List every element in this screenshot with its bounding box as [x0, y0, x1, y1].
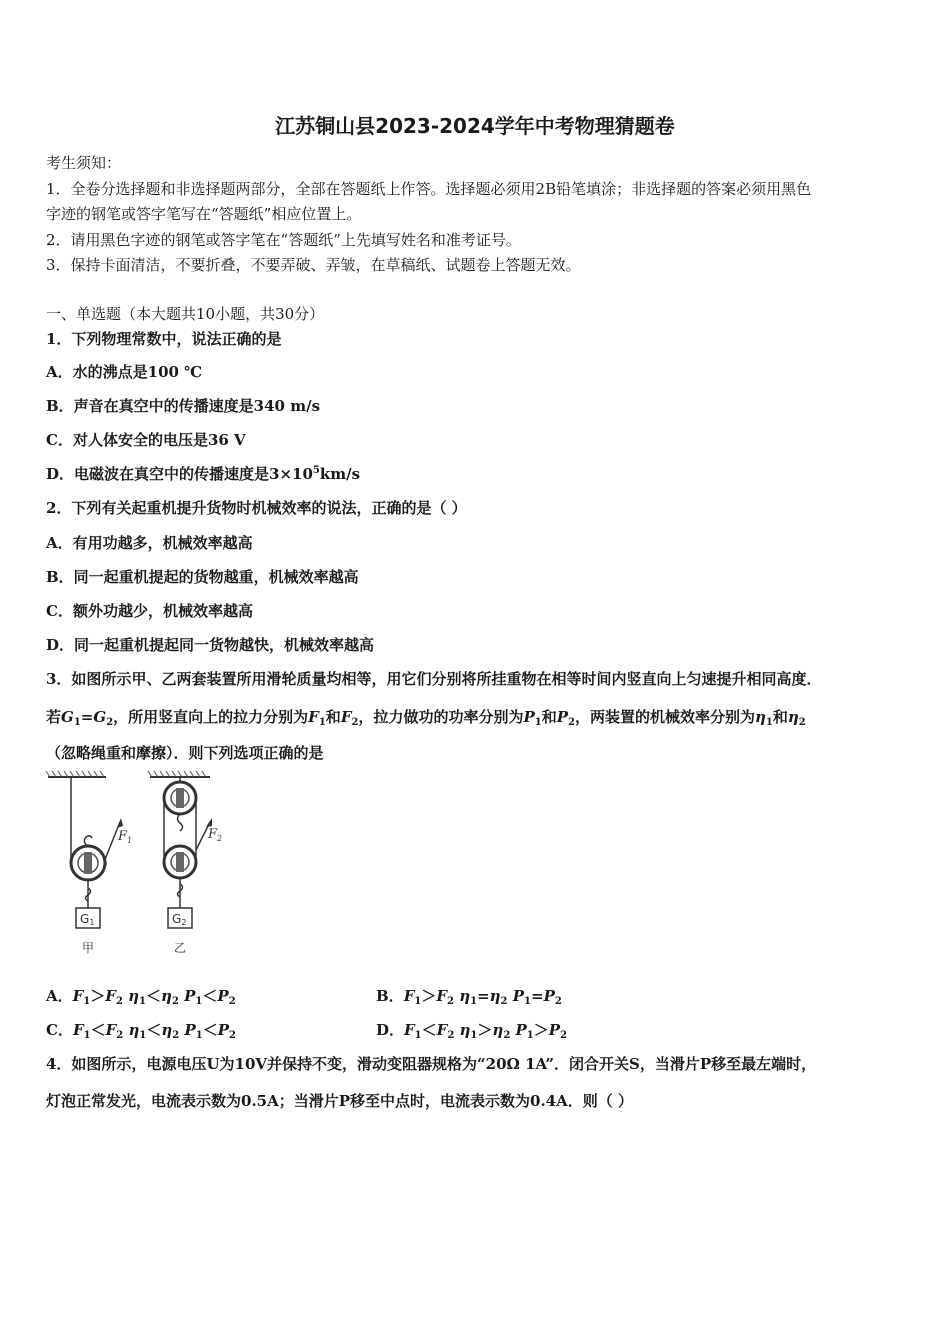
q3-option-c: C．$F_1<F_2$ $\eta_1<\eta_2$ $P_1<P_2$ [46, 1021, 236, 1041]
right-pulley-system [148, 771, 212, 928]
q2-option-d: D．同一起重机提起同一货物越快，机械效率越高 [46, 636, 375, 654]
q3-option-a: A．$F_1>F_2$ $\eta_1<\eta_2$ $P_1<P_2$ [46, 987, 236, 1007]
notice-item-1-line-2: 字迹的钢笔或答字笔写在“答题纸”相应位置上。 [46, 205, 362, 223]
notice-item-1-line-1: 1．全卷分选择题和非选择题两部分，全部在答题纸上作答。选择题必须用2B铅笔填涂；非选择题的答案必须用黑色 [46, 180, 812, 198]
q2-option-a: A．有用功越多，机械效率越高 [46, 534, 253, 552]
page-title: 江苏铜山县2023-2024学年中考物理猜题卷 [275, 114, 675, 138]
left-pulley-system [46, 771, 123, 928]
g1-label: G1 [80, 912, 95, 927]
q4-line-2: 灯泡正常发光，电流表示数为0.5A；当滑片P移至中点时，电流表示数为0.4A．则（ ） [46, 1092, 633, 1110]
section-heading: 一、单选题（本大题共10小题，共30分） [46, 305, 325, 323]
label-jia: 甲 [82, 941, 95, 955]
label-yi: 乙 [174, 941, 187, 955]
q1-stem: 1．下列物理常数中，说法正确的是 [46, 330, 282, 348]
q3-line-3: （忽略绳重和摩擦）．则下列选项正确的是 [46, 744, 324, 762]
q1-option-c: C．对人体安全的电压是36 V [46, 431, 246, 449]
q3-line-2: 若$G_1=G_2$，所用竖直向上的拉力分别为$F_1$和$F_2$，拉力做功的功率分别为$P_1$和$P_2$，两装置的机械效率分别为$\eta_1$和$\eta_2$ [46, 708, 806, 728]
g2-label: G2 [172, 912, 187, 927]
q2-stem: 2．下列有关起重机提升货物时机械效率的说法，正确的是（ ） [46, 499, 467, 517]
q3-option-b: B．$F_1>F_2$ $\eta_1=\eta_2$ $P_1=P_2$ [376, 987, 562, 1007]
q2-option-c: C．额外功越少，机械效率越高 [46, 602, 253, 620]
notice-item-3: 3．保持卡面清洁，不要折叠，不要弄破、弄皱，在草稿纸、试题卷上答题无效。 [46, 256, 581, 274]
q3-line-1: 3．如图所示甲、乙两套装置所用滑轮质量均相等，用它们分别将所挂重物在相等时间内竖直向上匀速提升相同高度． [46, 670, 822, 688]
f1-label: $F_1$ [118, 829, 133, 845]
q1-option-d: D．电磁波在真空中的传播速度是$3\times 10^5km/s$ [46, 465, 361, 483]
pulley-figure [44, 770, 244, 960]
notice-item-2: 2．请用黑色字迹的钢笔或答字笔在“答题纸”上先填写姓名和准考证号。 [46, 231, 521, 249]
q4-line-1: 4．如图所示，电源电压U为10V并保持不变，滑动变阻器规格为“20Ω 1A”．闭合开关S，当滑片P移至最左端时， [46, 1055, 817, 1073]
notice-heading: 考生须知： [46, 154, 122, 172]
q1-option-a: A．水的沸点是100 ℃ [46, 363, 203, 381]
q2-option-b: B．同一起重机提起的货物越重，机械效率越高 [46, 568, 359, 586]
q3-option-d: D．$F_1<F_2$ $\eta_1>\eta_2$ $P_1>P_2$ [376, 1021, 568, 1041]
q1-option-b: B．声音在真空中的传播速度是340 m/s [46, 397, 321, 415]
f2-label: $F_2$ [208, 827, 223, 843]
